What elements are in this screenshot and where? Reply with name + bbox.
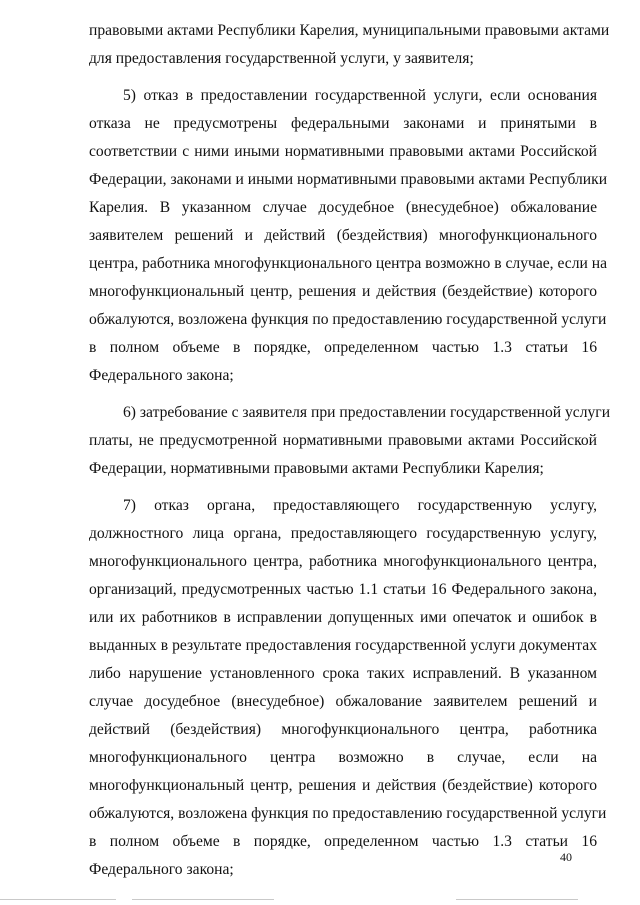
text-line-25: действий (бездействия) многофункционального центра, работника	[89, 721, 597, 738]
text-line-10: многофункциональный центр, решения и действия (бездействие) которого	[89, 283, 597, 300]
text-line-26: многофункционального центра возможно в случае, если на	[89, 749, 597, 766]
text-line-15: платы, не предусмотренной нормативными правовыми актами Российской	[89, 432, 597, 449]
text-line-7: Карелия. В указанном случае досудебное (внесудебное) обжалование	[89, 199, 597, 216]
text-line-8: заявителем решений и действий (бездействия) многофункционального	[89, 227, 597, 244]
text-line-23: либо нарушение установленного срока таких исправлений. В указанном	[89, 665, 597, 682]
text-line-22: выданных в результате предоставления государственной услуги документах	[89, 637, 597, 654]
text-line-9: центра, работника многофункционального центра возможно в случае, если на	[89, 255, 607, 272]
text-line-27: многофункциональный центр, решения и действия (бездействие) которого	[89, 777, 597, 794]
text-line-3: 5) отказ в предоставлении государственной услуги, если основания	[123, 87, 597, 104]
text-line-6: Федерации, законами и иными нормативными правовыми актами Республики	[89, 171, 608, 188]
text-line-21: или их работников в исправлении допущенных ими опечаток и ошибок в	[89, 609, 597, 626]
text-line-29: в полном объеме в порядке, определенном частью 1.3 статьи 16	[89, 833, 597, 850]
text-line-5: соответствии с ними иными нормативными правовыми актами Российской	[89, 143, 597, 160]
text-line-11: обжалуются, возложена функция по предоставлению государственной услуги	[89, 311, 607, 328]
text-line-17: 7) отказ органа, предоставляющего государственную услугу,	[123, 497, 597, 514]
text-line-20: организаций, предусмотренных частью 1.1 статьи 16 Федерального закона,	[89, 581, 597, 598]
text-line-4: отказа не предусмотрены федеральными законами и принятыми в	[89, 115, 597, 132]
text-line-2: для предоставления государственной услуги, у заявителя;	[89, 50, 474, 67]
text-line-30: Федерального закона;	[89, 861, 234, 878]
text-line-18: должностного лица органа, предоставляющего государственную услугу,	[89, 525, 597, 542]
scan-edge-mark-center	[132, 899, 274, 900]
scan-edge-mark-right	[456, 899, 578, 900]
text-line-1: правовыми актами Республики Карелия, муниципальными правовыми актами	[89, 22, 610, 39]
text-line-24: случае досудебное (внесудебное) обжалование заявителем решений и	[89, 693, 597, 710]
page-number: 40	[560, 850, 572, 864]
scan-edge-mark-left	[0, 899, 116, 900]
text-line-16: Федерации, нормативными правовыми актами Республики Карелия;	[89, 460, 544, 477]
text-line-12: в полном объеме в порядке, определенном частью 1.3 статьи 16	[89, 339, 597, 356]
text-line-13: Федерального закона;	[89, 367, 234, 384]
text-line-28: обжалуются, возложена функция по предоставлению государственной услуги	[89, 805, 607, 822]
text-line-14: 6) затребование с заявителя при предоставлении государственной услуги	[123, 404, 611, 421]
text-line-19: многофункционального центра, работника многофункционального центра,	[89, 553, 597, 570]
